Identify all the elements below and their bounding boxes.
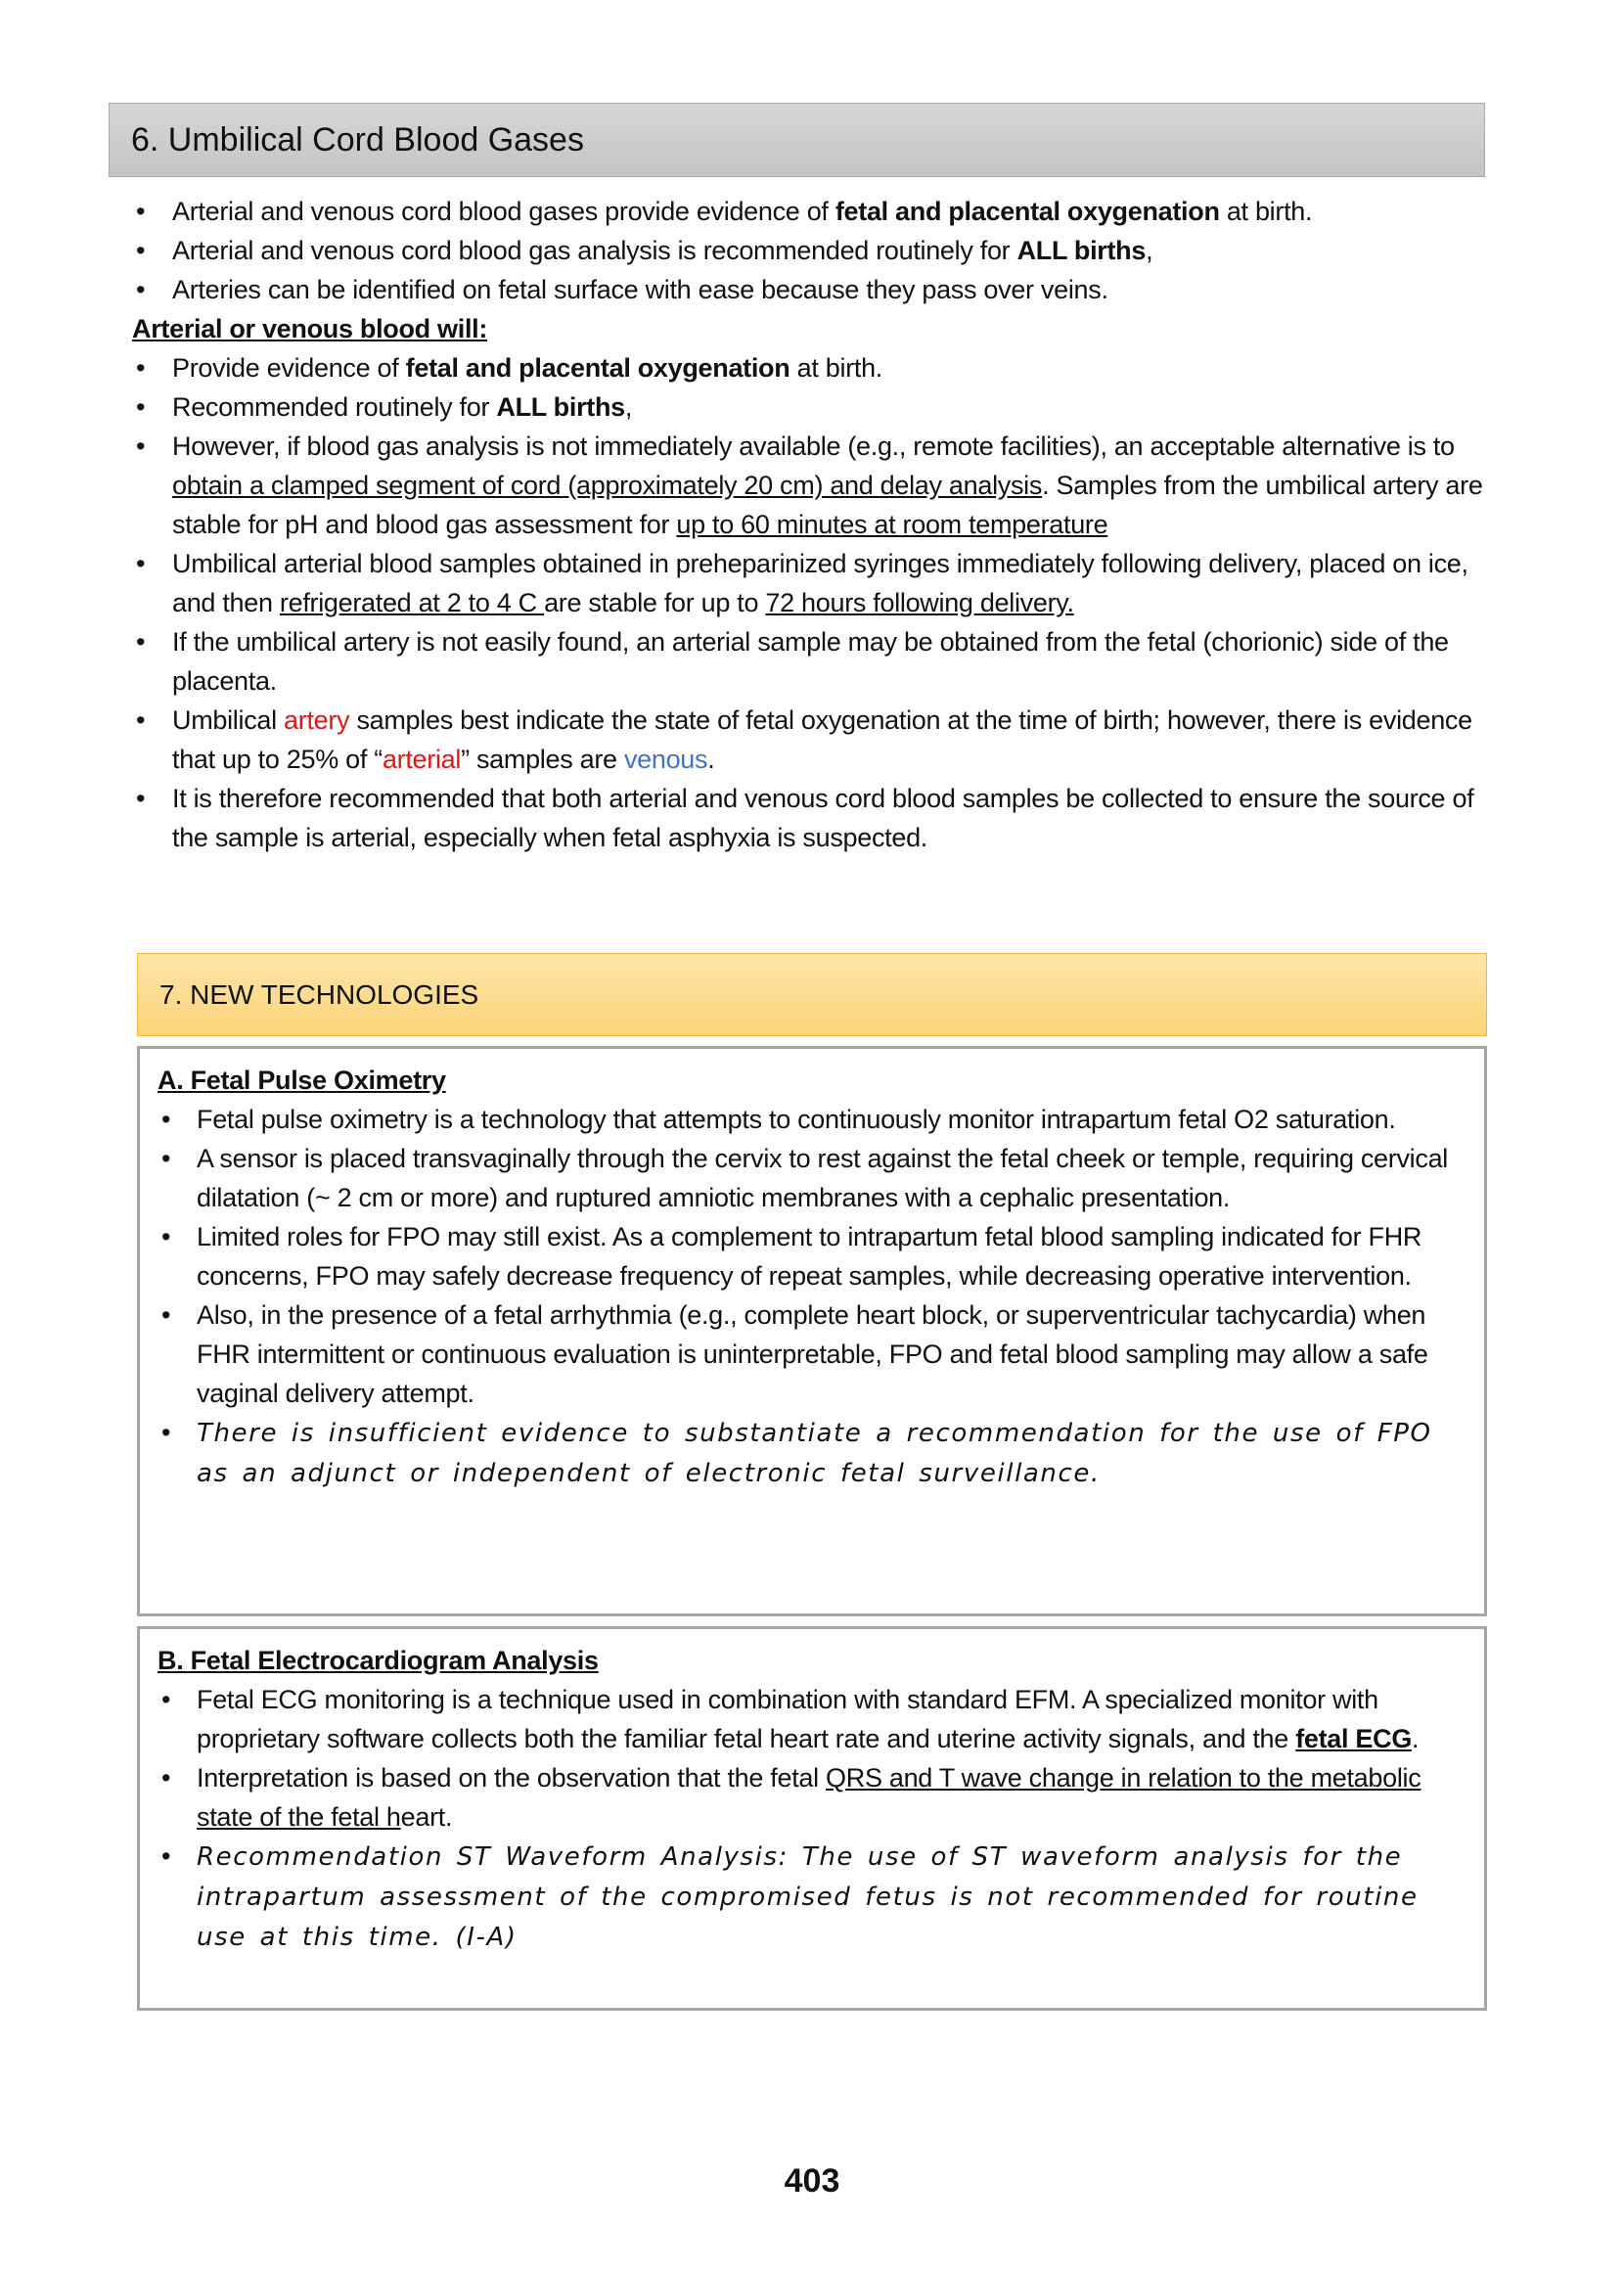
text: However, if blood gas analysis is not immediately available (e.g., remote facilities), an acceptable alternative is to xyxy=(172,431,1455,461)
list-item xyxy=(158,1100,1465,1139)
text-b: ALL births xyxy=(1016,236,1147,265)
list-item xyxy=(132,622,1492,701)
list-item xyxy=(132,270,1492,309)
box-b-bullet-list xyxy=(158,1680,1465,1957)
list-item xyxy=(158,1680,1465,1758)
text: samples best indicate the state of fetal oxygenation at the time of birth; however, there is evidence that up to 25% of “ xyxy=(172,705,1472,774)
text: A sensor is placed transvaginally through the cervix to rest against the fetal cheek or temple, requiring cervical dilatation (~ 2 cm or more) and ruptured amniotic membranes with a cephalic presentation. xyxy=(197,1144,1448,1212)
fetal-pulse-oximetry-box xyxy=(137,1046,1487,1616)
text: . xyxy=(1412,1724,1420,1753)
text: Arteries can be identified on fetal surface with ease because they pass over veins. xyxy=(172,275,1108,304)
text: Also, in the presence of a fetal arrhythmia (e.g., complete heart block, or superventricular tachycardia) when FHR intermittent or continuous evaluation is uninterpretable, FPO and fetal blood sampling may allow a safe vaginal delivery attempt. xyxy=(197,1300,1428,1408)
text: , xyxy=(1146,236,1153,265)
section-6-header xyxy=(109,103,1485,177)
text: Arterial and venous cord blood gases provide evidence of xyxy=(172,197,835,226)
list-item xyxy=(158,1758,1465,1837)
text: Fetal pulse oximetry is a technology that attempts to continuously monitor intrapartum fetal O2 saturation. xyxy=(197,1105,1396,1134)
box-a-bullet-list xyxy=(158,1100,1465,1493)
list-item xyxy=(132,348,1492,387)
text: It is therefore recommended that both arterial and venous cord blood samples be collected to ensure the source of the sample is arterial, especially when fetal asphyxia is suspected. xyxy=(172,784,1474,852)
list-item xyxy=(158,1139,1465,1217)
text: Recommended routinely for xyxy=(172,392,497,422)
text-u: QRS and T wave change in relation to the metabolic state of the fetal h xyxy=(197,1763,1421,1832)
text: , xyxy=(624,392,633,422)
text-red: arterial xyxy=(382,745,462,774)
text-hand: There is insufficient evidence to substantiate a recommendation for the use of FPO as an adjunct or independent of electronic fetal surveillance. xyxy=(197,1419,1432,1488)
list-item xyxy=(158,1295,1465,1413)
list-item xyxy=(132,701,1492,779)
text: Interpretation is based on the observation that the fetal xyxy=(197,1763,827,1793)
fetal-ecg-analysis-box xyxy=(137,1626,1487,2011)
text-b: fetal and placental oxygenation xyxy=(405,353,790,383)
text: Limited roles for FPO may still exist. As a complement to intrapartum fetal blood sampling indicated for FHR concerns, FPO may safely decrease frequency of repeat samples, while decreasing operative intervention. xyxy=(197,1222,1422,1291)
list-item xyxy=(158,1413,1465,1493)
text: Umbilical xyxy=(172,705,285,735)
box-b-heading: B. Fetal Electrocardiogram Analysis xyxy=(158,1646,599,1675)
text: Provide evidence of xyxy=(172,353,406,383)
box-a-heading: A. Fetal Pulse Oximetry xyxy=(158,1066,446,1095)
section-7-title: 7. NEW TECHNOLOGIES xyxy=(159,978,479,1010)
text: If the umbilical artery is not easily found, an arterial sample may be obtained from the fetal (chorionic) side of the placenta. xyxy=(172,627,1449,696)
text: at birth. xyxy=(1219,197,1313,226)
list-item xyxy=(132,427,1492,544)
text-blue: venous xyxy=(623,745,708,774)
text-b: fetal and placental oxygenation xyxy=(835,197,1220,226)
list-item xyxy=(132,387,1492,427)
section-6-content xyxy=(132,192,1492,857)
section-7-header xyxy=(137,953,1487,1036)
text: at birth. xyxy=(789,353,882,383)
section-6-bullet-list xyxy=(132,348,1492,857)
text: . Samples from the umbilical artery are stable for pH and blood gas assessment for xyxy=(172,471,1483,539)
list-item xyxy=(132,231,1492,270)
text-u: obtain a clamped segment of cord (approximately 20 cm) and delay analysis xyxy=(172,471,1043,500)
list-item xyxy=(158,1837,1465,1957)
text-u: refrigerated at 2 to 4 C xyxy=(279,588,545,617)
text-b-u: fetal ECG xyxy=(1295,1724,1413,1753)
list-item xyxy=(132,544,1492,622)
section-6-intro-list xyxy=(132,192,1492,309)
list-item xyxy=(132,779,1492,857)
list-item xyxy=(132,192,1492,231)
page-number: 403 xyxy=(784,2162,840,2200)
section-6-title: 6. Umbilical Cord Blood Gases xyxy=(131,120,584,159)
section-6-subheading: Arterial or venous blood will: xyxy=(132,314,488,343)
text: eart. xyxy=(400,1802,453,1832)
text-hand: Recommendation ST Waveform Analysis: The use of ST waveform analysis for the intrapartum assessment of the compromised fetus is not recommended for routine use at this time. (I-A) xyxy=(197,1842,1419,1952)
text-u: 72 hours following delivery. xyxy=(765,588,1074,617)
text: Fetal ECG monitoring is a technique used in combination with standard EFM. A specialized monitor with proprietary software collects both the familiar fetal heart rate and uterine activity signals, and the xyxy=(197,1685,1378,1753)
text-u: up to 60 minutes at room temperature xyxy=(676,510,1108,539)
text: are stable for up to xyxy=(544,588,766,617)
text: . xyxy=(707,745,715,774)
text: Arterial and venous cord blood gas analysis is recommended routinely for xyxy=(172,236,1017,265)
text: ” samples are xyxy=(461,745,624,774)
list-item xyxy=(158,1217,1465,1295)
text-b: ALL births xyxy=(496,392,625,422)
text-red: artery xyxy=(284,705,350,735)
text: Umbilical arterial blood samples obtained in preheparinized syringes immediately following delivery, placed on ice, and then xyxy=(172,549,1468,617)
